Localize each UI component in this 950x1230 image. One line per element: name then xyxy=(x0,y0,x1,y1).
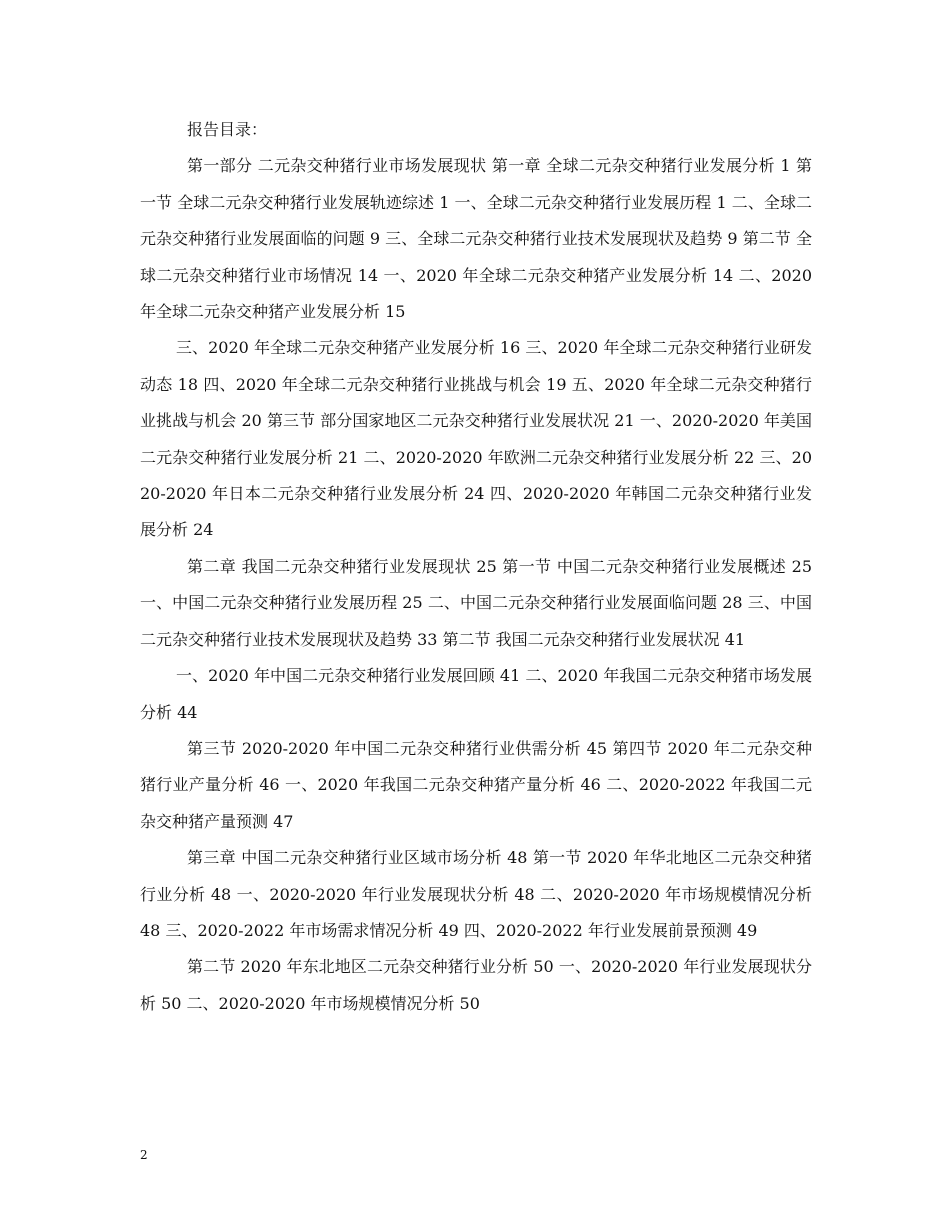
toc-paragraph-china-development-review: 一、2020 年中国二元杂交种猪行业发展回顾 41 二、2020 年我国二元杂交种猪市场发展分析 44 xyxy=(140,666,812,722)
toc-paragraph-chapter-two: 第二章 我国二元杂交种猪行业发展现状 25 第一节 中国二元杂交种猪行业发展概述 25 一、中国二元杂交种猪行业发展历程 25 二、中国二元杂交种猪行业发展面临问题 28 三、中国二元杂交种猪行业技术发展现状及趋势 33 第二节 我国二元杂交种猪行业发展状况 41 xyxy=(140,556,812,649)
table-of-contents xyxy=(140,112,812,1022)
toc-paragraph-global-development: 三、2020 年全球二元杂交种猪产业发展分析 16 三、2020 年全球二元杂交种猪行业研发动态 18 四、2020 年全球二元杂交种猪行业挑战与机会 19 五、2020 年全球二元杂交种猪行业挑战与机会 20 第三节 部分国家地区二元杂交种猪行业发展状况 21 一、2020-2020 年美国二元杂交种猪行业发展分析 21 二、2020-2020 年欧洲二元杂交种猪行业发展分析 22 三、2020-2020 年日本二元杂交种猪行业发展分析 24 四、2020-2020 年韩国二元杂交种猪行业发展分析 24 xyxy=(140,338,812,540)
toc-paragraph-part-one-chapter-one: 第一部分 二元杂交种猪行业市场发展现状 第一章 全球二元杂交种猪行业发展分析 1 第一节 全球二元杂交种猪行业发展轨迹综述 1 一、全球二元杂交种猪行业发展历程 1 二、全球二元杂交种猪行业发展面临的问题 9 三、全球二元杂交种猪行业技术发展现状及趋势 9 第二节 全球二元杂交种猪行业市场情况 14 一、2020 年全球二元杂交种猪产业发展分析 14 二、2020 年全球二元杂交种猪产业发展分析 15 xyxy=(140,156,812,322)
toc-paragraph-northeast-region: 第二节 2020 年东北地区二元杂交种猪行业分析 50 一、2020-2020 年行业发展现状分析 50 二、2020-2020 年市场规模情况分析 50 xyxy=(140,957,812,1013)
toc-paragraph-chapter-three: 第三章 中国二元杂交种猪行业区域市场分析 48 第一节 2020 年华北地区二元杂交种猪行业分析 48 一、2020-2020 年行业发展现状分析 48 二、2020-2020 年市场规模情况分析 48 三、2020-2022 年市场需求情况分析 49 四、2020-2022 年行业发展前景预测 49 xyxy=(140,848,812,940)
toc-paragraph-supply-demand: 第三节 2020-2020 年中国二元杂交种猪行业供需分析 45 第四节 2020 年二元杂交种猪行业产量分析 46 一、2020 年我国二元杂交种猪产量分析 46 二、2020-2022 年我国二元杂交种猪产量预测 47 xyxy=(140,738,812,831)
toc-heading: 报告目录： xyxy=(187,120,268,139)
page-number: 2 xyxy=(140,1148,148,1162)
